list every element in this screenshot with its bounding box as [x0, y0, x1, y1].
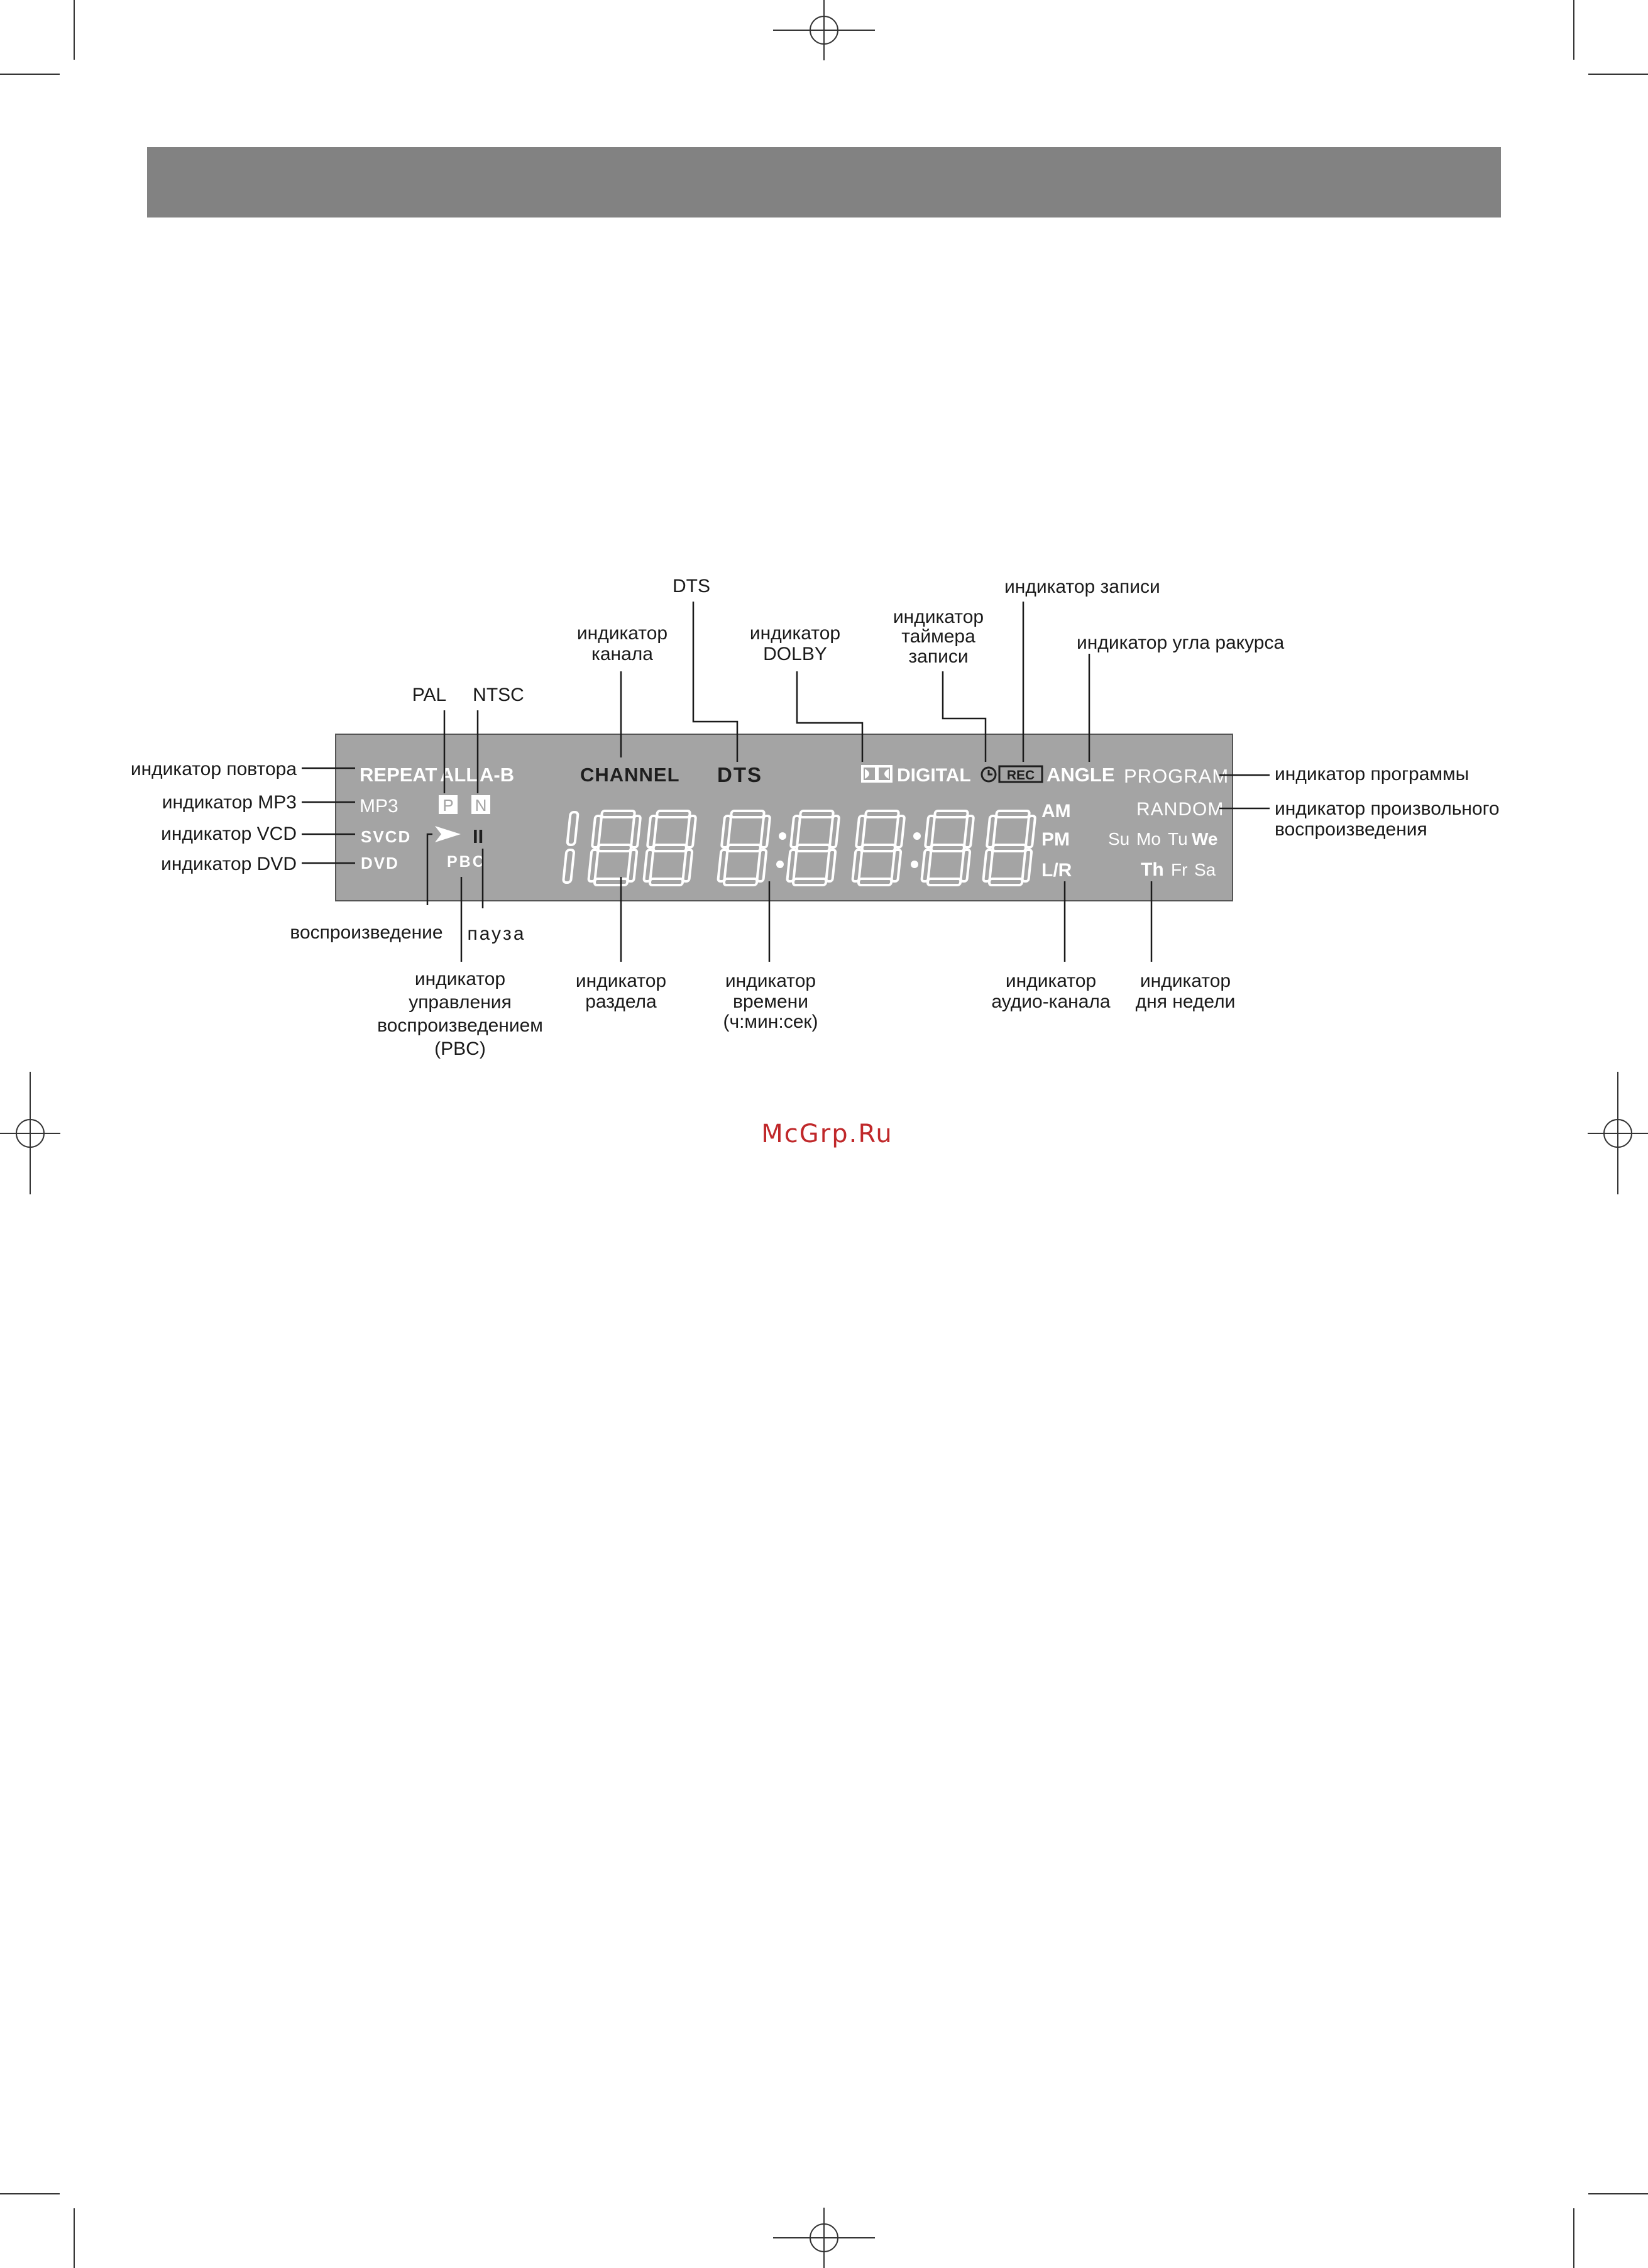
lcd-a-b: A-B: [480, 764, 515, 786]
callout-weekday-line1: индикатор: [1140, 971, 1231, 991]
callout-play: воспроизведение: [290, 922, 443, 943]
callout-time-line2: времени: [733, 991, 808, 1012]
callout-random-line1: индикатор произвольного: [1275, 798, 1500, 819]
callout-time-line3: (ч:мин:сек): [723, 1011, 818, 1032]
lcd-day-th: Th: [1141, 859, 1164, 880]
lcd-channel: CHANNEL: [580, 764, 680, 786]
callout-audio-line2: аудио-канала: [991, 991, 1111, 1012]
header-bar: [147, 147, 1501, 217]
lcd-program: PROGRAM: [1124, 765, 1229, 787]
lcd-mp3: MP3: [360, 796, 398, 817]
callout-random-line2: воспроизведения: [1275, 819, 1427, 840]
registration-mark-top: [773, 0, 875, 60]
lcd-svcd: SVCD: [361, 827, 412, 846]
lcd-random: RANDOM: [1136, 799, 1224, 820]
lcd-day-fr: Fr: [1171, 860, 1188, 879]
lcd-pbc: PBC: [447, 853, 486, 871]
lcd-n: N: [475, 796, 487, 815]
callout-timer-line3: записи: [908, 646, 969, 667]
callout-pbc-line1: индикатор: [414, 969, 506, 989]
callout-pbc-line3: воспроизведением: [377, 1015, 543, 1036]
callout-dolby-line1: индикатор: [749, 623, 841, 644]
lcd-angle: ANGLE: [1046, 764, 1115, 786]
callout-mp3: индикатор MP3: [162, 792, 297, 813]
callout-dts: DTS: [673, 576, 710, 597]
callout-pause: пауза: [467, 923, 526, 944]
callout-time-line1: индикатор: [725, 971, 816, 991]
callout-angle: индикатор угла ракурса: [1077, 632, 1285, 653]
callout-weekday-line2: дня недели: [1135, 991, 1236, 1012]
callout-dolby-line2: DOLBY: [763, 644, 827, 664]
lcd-day-su: Su: [1108, 829, 1130, 849]
callout-pbc-line4: (PBC): [434, 1038, 486, 1059]
lcd-dvd: DVD: [361, 854, 399, 873]
registration-mark-bottom: [773, 2208, 875, 2268]
lcd-day-tu: Tu: [1168, 829, 1188, 849]
lcd-dts: DTS: [717, 763, 762, 786]
callout-channel-line2: канала: [591, 644, 653, 664]
lcd-day-sa: Sa: [1194, 860, 1216, 879]
callout-channel-line1: индикатор: [576, 623, 668, 644]
lcd-lr: L/R: [1041, 860, 1072, 881]
callout-chapter-line2: раздела: [585, 991, 657, 1012]
lcd-p: P: [442, 796, 454, 815]
callout-timer-line2: таймера: [901, 626, 975, 647]
watermark: McGrp.Ru: [761, 1120, 893, 1148]
callout-pbc-line2: управления: [409, 992, 512, 1013]
lcd-rec: REC: [1006, 768, 1035, 783]
lcd-repeat: REPEAT: [360, 764, 437, 786]
lcd-pause: II: [473, 825, 484, 847]
callout-vcd: индикатор VCD: [161, 823, 297, 844]
callout-pal: PAL: [412, 685, 447, 705]
callout-chapter-line1: индикатор: [575, 971, 667, 991]
lcd-day-we: We: [1192, 829, 1218, 849]
lcd-panel: [336, 734, 1233, 901]
callout-program: индикатор программы: [1275, 764, 1469, 784]
lcd-digital: DIGITAL: [897, 765, 971, 786]
callout-dvd: индикатор DVD: [161, 854, 297, 874]
callout-ntsc: NTSC: [473, 685, 524, 705]
lcd-pm: PM: [1041, 829, 1070, 850]
lcd-day-mo: Mo: [1136, 829, 1161, 849]
lcd-am: AM: [1041, 801, 1071, 822]
callout-repeat: индикатор повтора: [130, 759, 297, 779]
callout-timer-line1: индикатор: [893, 607, 984, 627]
callout-audio-line1: индикатор: [1005, 971, 1097, 991]
callout-record: индикатор записи: [1004, 576, 1160, 597]
lcd-all: ALL: [440, 764, 478, 786]
